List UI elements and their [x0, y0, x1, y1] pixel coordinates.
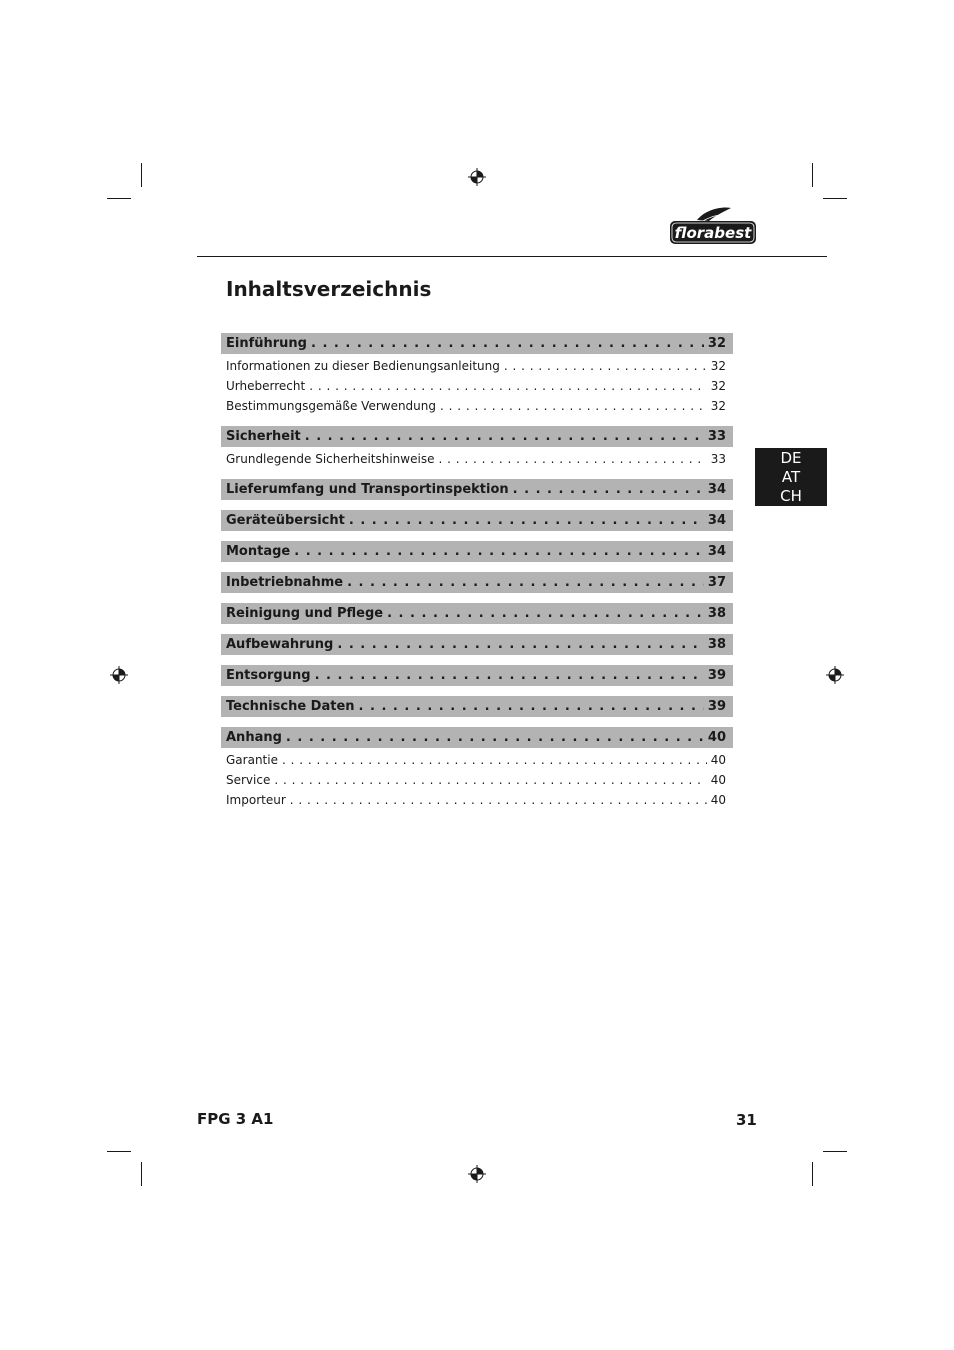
- toc-entry-page: 32: [710, 359, 726, 373]
- toc-section-row: [221, 727, 733, 748]
- toc-section-row: [221, 426, 733, 447]
- registration-mark-icon: [468, 1165, 486, 1183]
- toc-leader-dots: [282, 750, 707, 770]
- toc-entry-label: Aufbewahrung: [226, 637, 334, 652]
- toc-leader-dots: [286, 727, 704, 748]
- toc-entry-label: Einführung: [226, 336, 307, 351]
- toc-entry-page: 32: [710, 399, 726, 413]
- registration-mark-icon: [110, 666, 128, 684]
- toc-section-row: [221, 665, 733, 686]
- table-of-contents: [221, 323, 733, 810]
- toc-leader-dots: [387, 603, 704, 624]
- toc-subsection-row: [221, 790, 733, 810]
- toc-subsection-row: [221, 396, 733, 416]
- toc-section-row: [221, 696, 733, 717]
- toc-entry-page: 39: [707, 668, 726, 683]
- toc-leader-dots: [294, 541, 704, 562]
- toc-entry-label: Montage: [226, 544, 291, 559]
- language-code-at: AT: [781, 468, 801, 486]
- toc-leader-dots: [274, 770, 706, 790]
- toc-section-row: [221, 510, 733, 531]
- toc-entry-label: Importeur: [226, 793, 286, 807]
- toc-leader-dots: [315, 665, 704, 686]
- toc-leader-dots: [311, 333, 704, 354]
- toc-entry-label: Geräteübersicht: [226, 513, 345, 528]
- toc-entry-label: Service: [226, 773, 271, 787]
- footer-page-number: 31: [736, 1111, 757, 1129]
- toc-subsection-row: [221, 356, 733, 376]
- toc-section-row: [221, 634, 733, 655]
- toc-leader-dots: [513, 479, 704, 500]
- toc-section-row: [221, 479, 733, 500]
- toc-leader-dots: [349, 510, 704, 531]
- crop-mark: [141, 163, 142, 187]
- crop-mark: [812, 163, 813, 187]
- toc-entry-page: 40: [710, 753, 726, 767]
- toc-leader-dots: [309, 376, 707, 396]
- toc-entry-page: 32: [710, 379, 726, 393]
- toc-entry-page: 34: [707, 513, 726, 528]
- toc-subsection-row: [221, 770, 733, 790]
- toc-section-row: [221, 541, 733, 562]
- toc-entry-label: Bestimmungsgemäße Verwendung: [226, 399, 437, 413]
- crop-mark: [107, 198, 131, 199]
- toc-leader-dots: [440, 396, 707, 416]
- toc-entry-page: 40: [707, 730, 726, 745]
- crop-mark: [812, 1162, 813, 1186]
- toc-entry-label: Sicherheit: [226, 429, 301, 444]
- toc-entry-label: Garantie: [226, 753, 278, 767]
- toc-entry-label: Entsorgung: [226, 668, 311, 683]
- crop-mark: [141, 1162, 142, 1186]
- toc-entry-page: 38: [707, 637, 726, 652]
- toc-section-row: [221, 603, 733, 624]
- registration-mark-icon: [826, 666, 844, 684]
- toc-leader-dots: [359, 696, 704, 717]
- florabest-logo: [669, 206, 757, 246]
- toc-subsection-row: [221, 449, 733, 469]
- toc-subsection-row: [221, 376, 733, 396]
- toc-entry-page: 40: [710, 773, 726, 787]
- language-tab: [755, 448, 827, 506]
- toc-leader-dots: [337, 634, 704, 655]
- toc-entry-label: Reinigung und Pflege: [226, 606, 384, 621]
- toc-entry-page: 34: [707, 482, 726, 497]
- toc-entry-label: Lieferumfang und Transportinspektion: [226, 482, 509, 497]
- crop-mark: [823, 198, 847, 199]
- page-title: Inhaltsverzeichnis: [226, 277, 432, 301]
- toc-entry-page: 33: [707, 429, 726, 444]
- toc-entry-page: 33: [710, 452, 726, 466]
- toc-subsection-row: [221, 750, 733, 770]
- toc-entry-label: Inbetriebnahme: [226, 575, 344, 590]
- toc-leader-dots: [347, 572, 704, 593]
- crop-mark: [107, 1151, 131, 1152]
- svg-text:florabest: florabest: [674, 224, 752, 242]
- registration-mark-icon: [468, 168, 486, 186]
- header-rule: [197, 256, 827, 257]
- toc-leader-dots: [305, 426, 704, 447]
- toc-entry-page: 32: [707, 336, 726, 351]
- toc-entry-label: Grundlegende Sicherheitshinweise: [226, 452, 435, 466]
- toc-entry-page: 37: [707, 575, 726, 590]
- toc-section-row: [221, 572, 733, 593]
- toc-section-row: [221, 333, 733, 354]
- toc-leader-dots: [290, 790, 707, 810]
- toc-entry-page: 39: [707, 699, 726, 714]
- language-code-ch: CH: [780, 487, 802, 505]
- toc-entry-label: Urheberrecht: [226, 379, 306, 393]
- footer-model-number: FPG 3 A1: [197, 1110, 274, 1128]
- toc-entry-page: 40: [710, 793, 726, 807]
- toc-leader-dots: [438, 449, 706, 469]
- toc-entry-page: 34: [707, 544, 726, 559]
- toc-entry-label: Technische Daten: [226, 699, 355, 714]
- crop-mark: [823, 1151, 847, 1152]
- language-code-de: DE: [780, 449, 802, 467]
- toc-leader-dots: [504, 356, 707, 376]
- toc-entry-label: Anhang: [226, 730, 282, 745]
- toc-entry-page: 38: [707, 606, 726, 621]
- toc-entry-label: Informationen zu dieser Bedienungsanleitung: [226, 359, 500, 373]
